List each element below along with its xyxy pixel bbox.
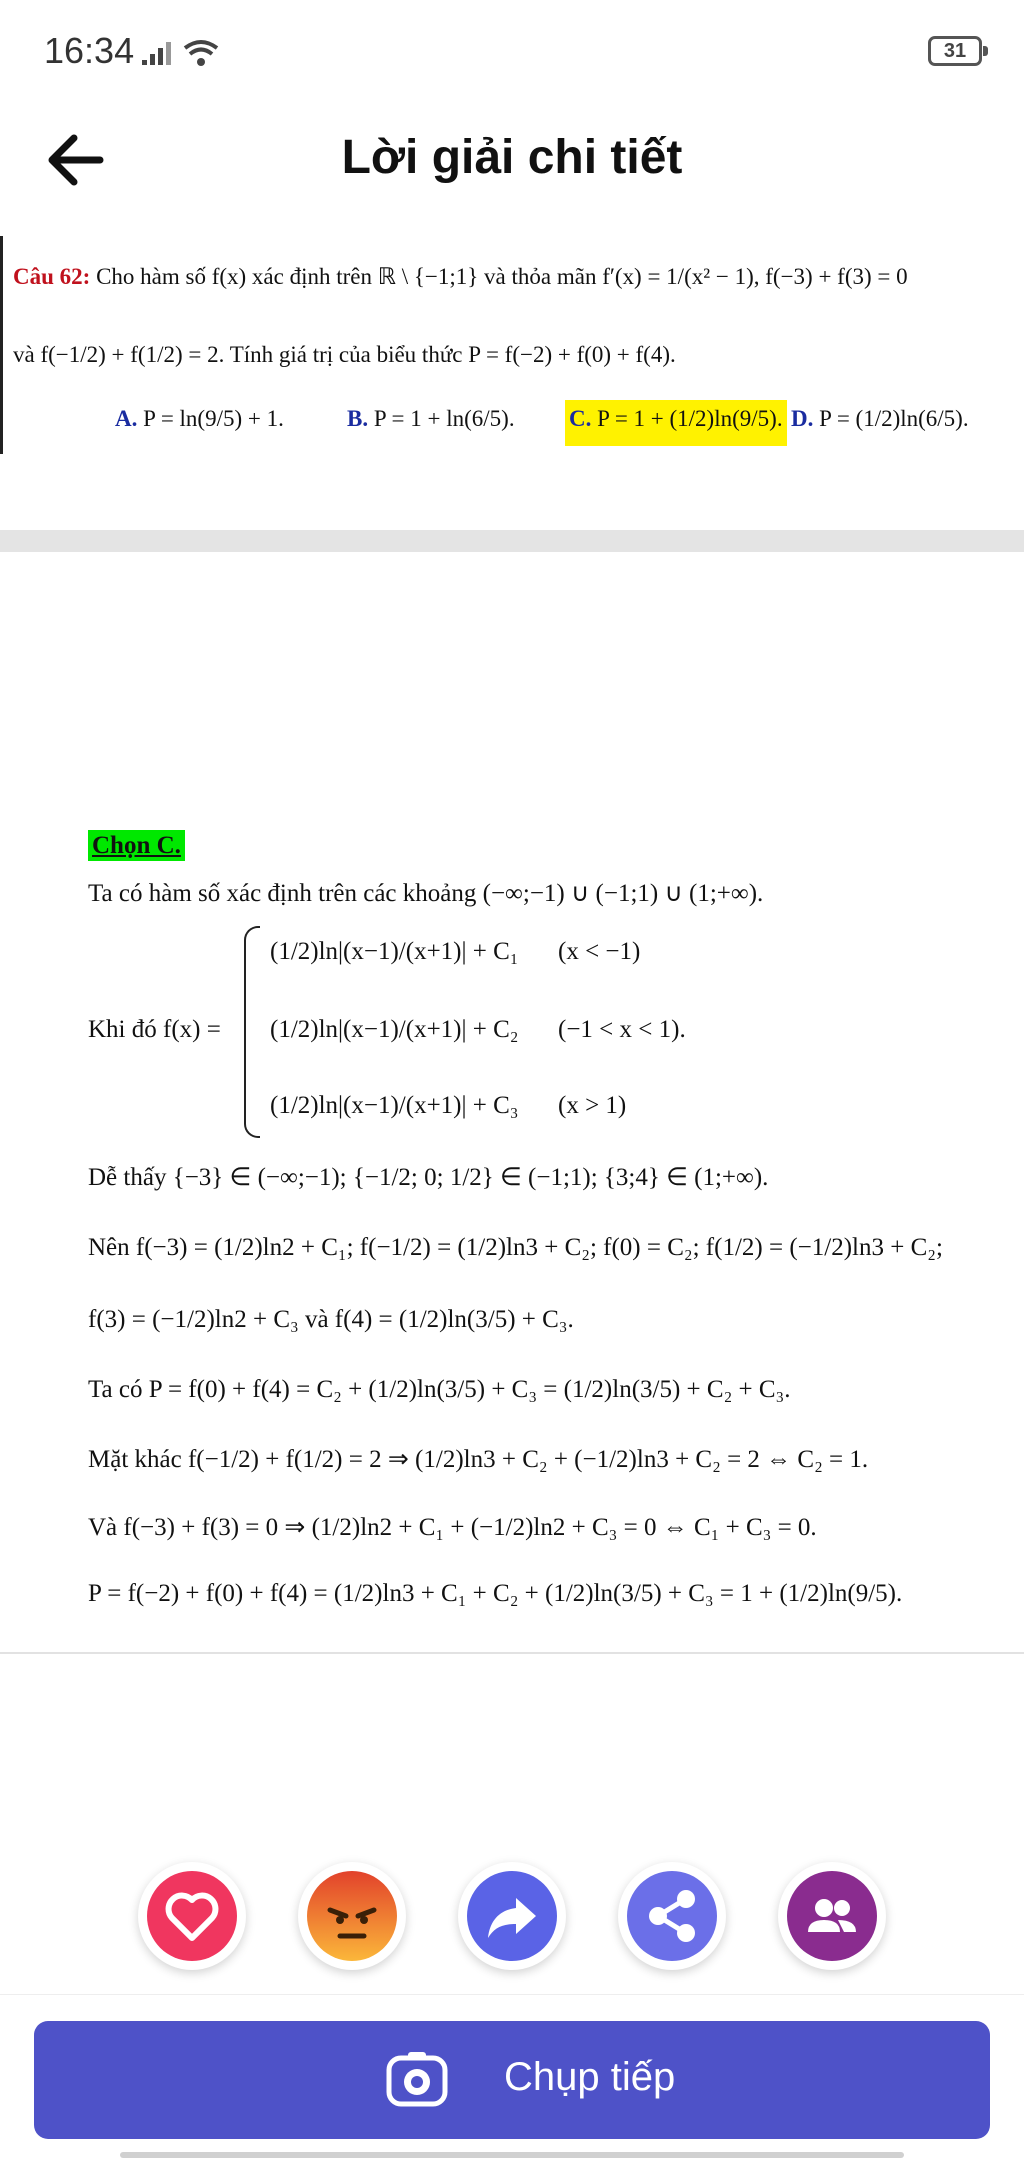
case-cond-3: (x > 1) — [558, 1092, 627, 1119]
status-time: 16:34 — [44, 30, 135, 71]
share-reaction-button[interactable] — [618, 1862, 726, 1970]
case-cond-2: (−1 < x < 1). — [558, 1016, 686, 1043]
forward-reaction-button[interactable] — [458, 1862, 566, 1970]
forward-arrow-icon — [458, 1862, 566, 1970]
answer-key: A. — [115, 406, 138, 431]
solution-line: Mặt khác f(−1/2) + f(1/2) = 2 ⇒ (1/2)ln3 + C₂ + (−1/2)ln3 + C₂ = 2 ⇔ C₂ = 1. — [88, 1446, 869, 1473]
angry-reaction-button[interactable] — [298, 1862, 406, 1970]
answer-text: P = 1 + (1/2)ln(9/5). — [597, 406, 783, 431]
answer-key: C. — [569, 406, 592, 431]
answer-key: B. — [347, 406, 369, 431]
case-expr-3: (1/2)ln|(x−1)/(x+1)| + C₃ — [270, 1092, 519, 1119]
status-bar — [0, 0, 1024, 100]
chosen-answer-badge: Chọn C. — [88, 830, 185, 861]
signal-wifi-icon — [140, 38, 230, 68]
heart-icon — [138, 1862, 246, 1970]
solution-block — [0, 820, 1024, 1652]
solution-domain-line: Ta có hàm số xác định trên các khoảng (−∞;−1) ∪ (−1;1) ∪ (1;+∞). — [88, 880, 764, 907]
answer-c-highlighted — [565, 400, 787, 446]
case-cond-1: (x < −1) — [558, 938, 641, 965]
bottom-bar — [0, 1994, 1024, 2162]
reaction-bar — [0, 1862, 1024, 1972]
angry-face-icon — [298, 1862, 406, 1970]
solution-line: P = f(−2) + f(0) + f(4) = (1/2)ln3 + C₁ + C₂ + (1/2)ln(3/5) + C₃ = 1 + (1/2)ln(9/5). — [88, 1580, 903, 1607]
camera-icon — [384, 2047, 450, 2113]
answer-list — [111, 400, 1004, 444]
solution-line: Và f(−3) + f(3) = 0 ⇒ (1/2)ln2 + C₁ + (−1/2)ln2 + C₃ = 0 ⇔ C₁ + C₃ = 0. — [88, 1514, 817, 1541]
answer-b — [343, 400, 519, 446]
solution-line: f(3) = (−1/2)ln2 + C₃ và f(4) = (1/2)ln(3/5) + C₃. — [88, 1306, 574, 1333]
answer-text: P = ln(9/5) + 1. — [143, 406, 284, 431]
case-expr-1: (1/2)ln|(x−1)/(x+1)| + C₁ — [270, 938, 519, 965]
content-divider — [0, 1652, 1024, 1654]
solution-line: Ta có P = f(0) + f(4) = C₂ + (1/2)ln(3/5) + C₃ = (1/2)ln(3/5) + C₂ + C₃. — [88, 1376, 791, 1403]
group-reaction-button[interactable] — [778, 1862, 886, 1970]
khi-do-label: Khi đó f(x) = — [88, 1016, 221, 1043]
capture-again-button[interactable] — [34, 2021, 990, 2139]
solution-line: Dễ thấy {−3} ∈ (−∞;−1); {−1/2; 0; 1/2} ∈ (−1;1); {3;4} ∈ (1;+∞). — [88, 1164, 769, 1191]
battery-icon — [928, 36, 982, 66]
heart-reaction-button[interactable] — [138, 1862, 246, 1970]
capture-label: Chụp tiếp — [504, 2055, 676, 2099]
answer-key: D. — [791, 406, 814, 431]
page-title: Lời giải chi tiết — [341, 131, 683, 184]
case-expr-2: (1/2)ln|(x−1)/(x+1)| + C₂ — [270, 1016, 519, 1043]
question-text-2: và f(−1/2) + f(1/2) = 2. Tính giá trị của biểu thức P = f(−2) + f(0) + f(4). — [13, 342, 676, 367]
section-divider — [0, 530, 1024, 552]
solution-line: Nên f(−3) = (1/2)ln2 + C₁; f(−1/2) = (1/2)ln3 + C₂; f(0) = C₂; f(1/2) = (−1/2)ln3 + C₂; — [88, 1234, 943, 1261]
choice-line — [88, 832, 185, 860]
app-header — [0, 100, 1024, 220]
question-text-1: Cho hàm số f(x) xác định trên ℝ \ {−1;1} và thỏa mãn f′(x) = 1/(x² − 1), f(−3) + f(3) = 0 — [96, 264, 908, 289]
answer-d — [787, 400, 973, 446]
gesture-bar — [120, 2152, 904, 2158]
group-icon — [778, 1862, 886, 1970]
answer-text: P = (1/2)ln(6/5). — [819, 406, 969, 431]
question-label: Câu 62: — [13, 264, 91, 289]
question-block — [0, 236, 1024, 454]
piecewise-brace — [244, 926, 260, 1138]
battery-level: 31 — [943, 40, 967, 62]
answer-a — [111, 400, 288, 446]
share-icon — [618, 1862, 726, 1970]
answer-text: P = 1 + ln(6/5). — [373, 406, 515, 431]
question-line-1 — [13, 264, 908, 290]
